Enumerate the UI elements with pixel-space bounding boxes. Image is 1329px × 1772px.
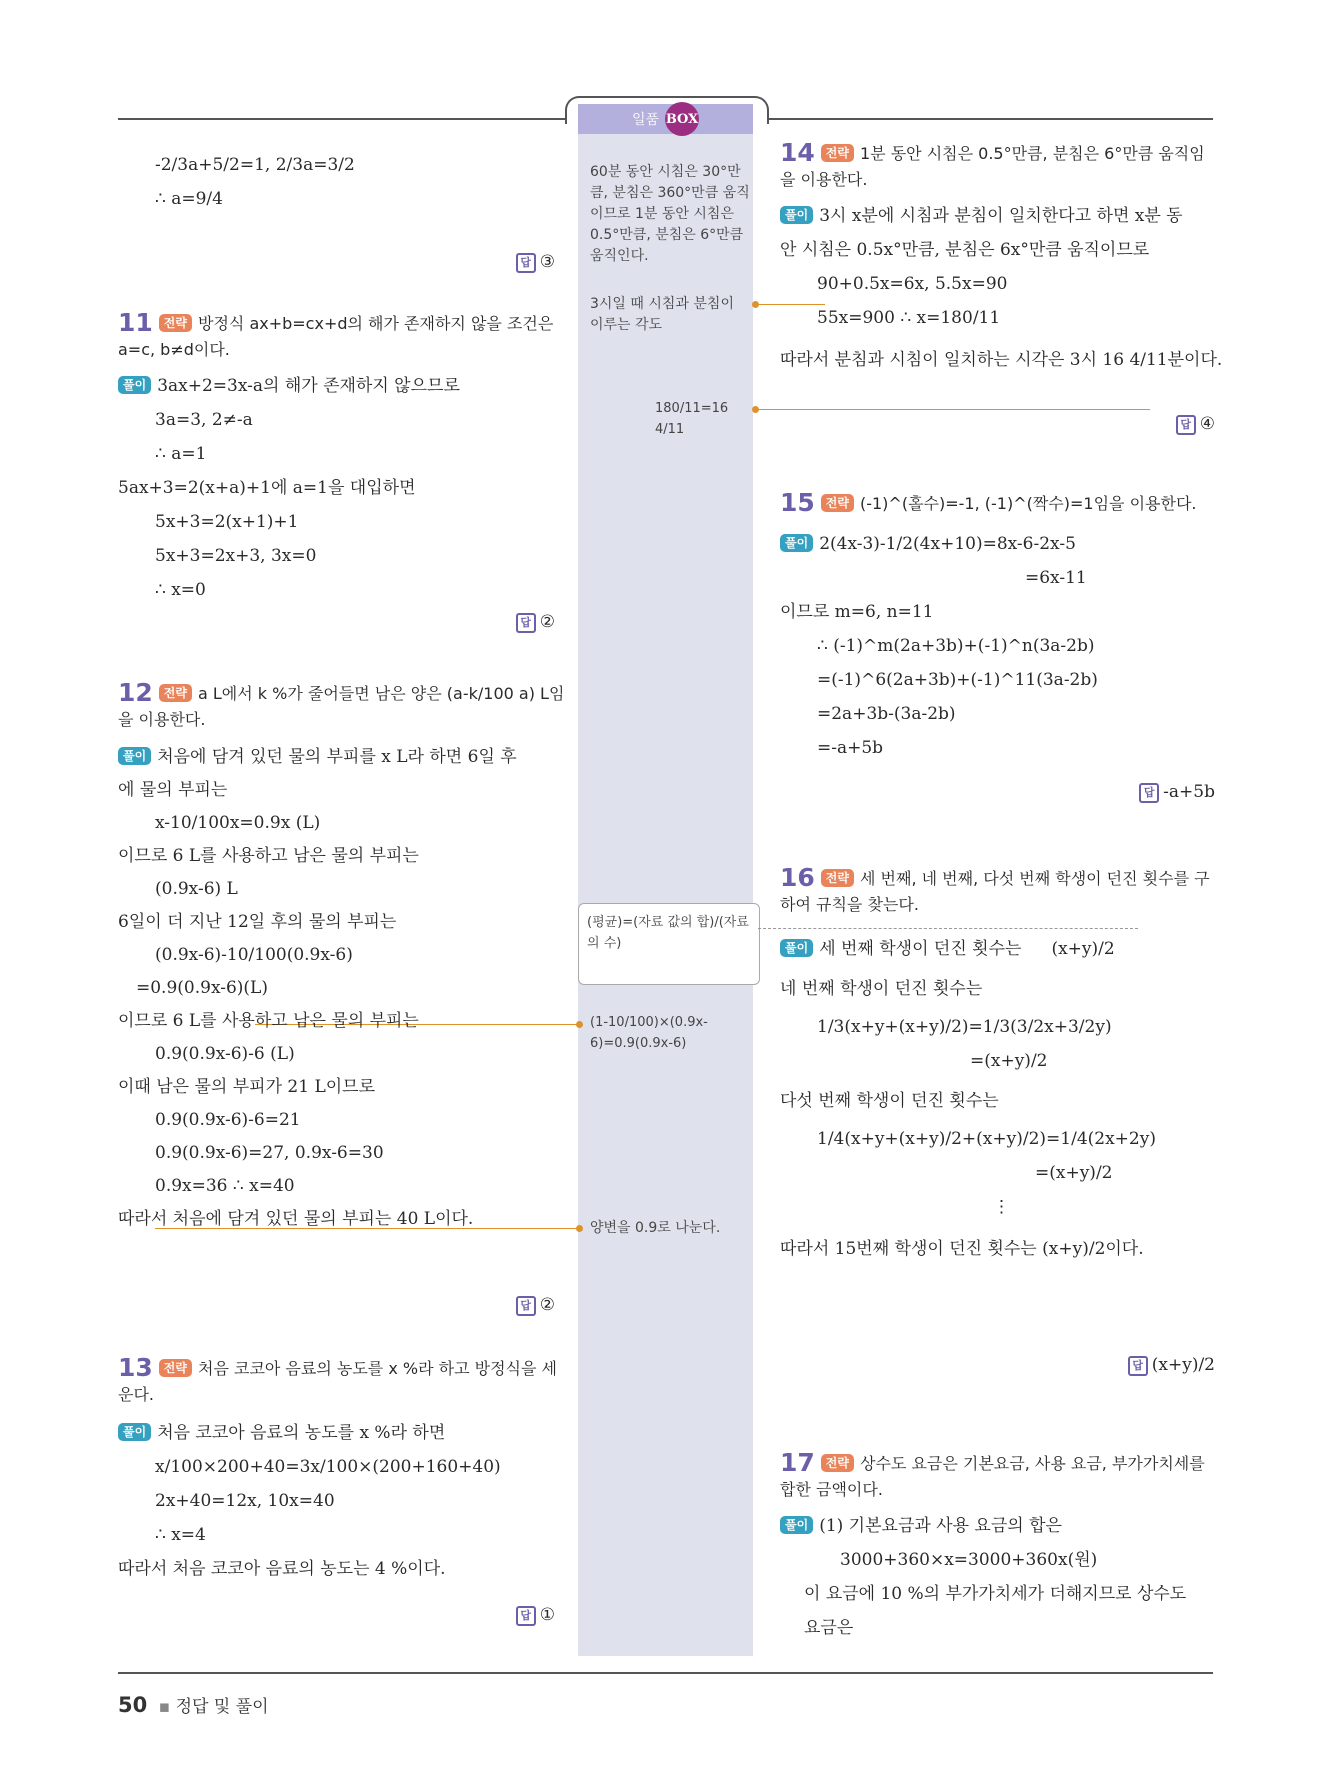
solution-line: 따라서 처음 코코아 음료의 농도는 4 %이다.: [118, 1559, 446, 1579]
strategy-tag: 전략: [159, 314, 192, 332]
strategy-text: (-1)^(홀수)=-1, (-1)^(짝수)=1임을 이용한다.: [859, 494, 1197, 513]
connector-dot: [752, 406, 759, 413]
question-number: 16: [780, 863, 815, 892]
solution-line: 이때 남은 물의 부피가 21 L이므로: [118, 1077, 376, 1097]
answer-value: ④: [1199, 414, 1215, 434]
question-11: [118, 310, 563, 607]
connector-dot: [752, 301, 759, 308]
footer-bullet: ▪: [158, 1697, 171, 1717]
solution-tag: 풀이: [118, 747, 151, 765]
solution-line: x/100×200+40=3x/100×(200+160+40): [155, 1457, 501, 1477]
question-number: 13: [118, 1353, 153, 1382]
connector-dot: [576, 1021, 583, 1028]
solution-line: =6x-11: [1025, 568, 1087, 588]
solution-line: 6일이 더 지난 12일 후의 물의 부피는: [118, 912, 397, 932]
solution-line: (0.9x-6)-10/100(0.9x-6): [155, 945, 353, 965]
sidebar-column: [578, 104, 753, 1656]
solution-tag: 풀이: [118, 1423, 151, 1441]
solution-line: 처음 코코아 음료의 농도를 x %라 하면: [157, 1423, 446, 1443]
strategy-text: 1분 동안 시침은 0.5°만큼, 분침은 6°만큼 움직임을 이용한다.: [780, 144, 1205, 189]
solution-line: 안 시침은 0.5x°만큼, 분침은 6x°만큼 움직이므로: [780, 240, 1150, 260]
strategy-text: 세 번째, 네 번째, 다섯 번째 학생이 던진 횟수를 구하여 규칙을 찾는다.: [780, 869, 1210, 914]
answer-icon: 답: [1176, 415, 1196, 435]
footer-title: 정답 및 풀이: [175, 1697, 269, 1717]
solution-line: 5x+3=2x+3, 3x=0: [155, 546, 317, 566]
sidebar-note-average: (평균)=(자료 값의 합)/(자료의 수): [587, 915, 749, 951]
solution-line: ∴ x=4: [155, 1525, 206, 1545]
solution-line: 3000+360×x=3000+360x(원): [840, 1550, 1098, 1570]
equation-line: ∴ a=9/4: [155, 189, 223, 209]
answer-value: ②: [539, 612, 555, 632]
strategy-tag: 전략: [159, 684, 192, 702]
answer-value: -a+5b: [1163, 782, 1215, 802]
question-number: 11: [118, 308, 153, 337]
solution-line: 55x=900 ∴ x=180/11: [817, 308, 1001, 328]
solution-line: 5x+3=2(x+1)+1: [155, 512, 299, 532]
solution-line: 3ax+2=3x-a의 해가 존재하지 않으므로: [157, 376, 460, 396]
solution-line: ∴ x=0: [155, 580, 206, 600]
answer-icon: 답: [516, 253, 536, 273]
strategy-tag: 전략: [821, 494, 854, 512]
solution-line: 2x+40=12x, 10x=40: [155, 1491, 335, 1511]
solution-line: 1/4(x+y+(x+y)/2+(x+y)/2)=1/4(2x+2y): [817, 1129, 1156, 1149]
sidebar-note-angle: 3시일 때 시침과 분침이 이루는 각도: [590, 296, 734, 333]
answer-value: ①: [539, 1605, 555, 1625]
sidebar-note-fraction: 180/11=16 4/11: [655, 401, 729, 437]
question-number: 14: [780, 138, 815, 167]
solution-line: ∴ a=1: [155, 444, 207, 464]
strategy-tag: 전략: [821, 144, 854, 162]
strategy-text: 방정식 ax+b=cx+d의 해가 존재하지 않을 조건은 a=c, b≠d이다.: [118, 314, 554, 359]
sidebar-header: [578, 104, 753, 134]
solution-tag: 풀이: [780, 939, 813, 957]
question-number: 12: [118, 678, 153, 707]
strategy-tag: 전략: [821, 1454, 854, 1472]
solution-line: =-a+5b: [817, 738, 884, 758]
answer-icon: 답: [1128, 1356, 1148, 1376]
box-badge: BOX: [665, 102, 699, 136]
answer-value: ②: [539, 1295, 555, 1315]
solution-line: 3a=3, 2≠-a: [155, 410, 253, 430]
solution-line: 요금은: [804, 1618, 854, 1638]
solution-tag: 풀이: [780, 534, 813, 552]
sidebar-note-divide: 양변을 0.9로 나눈다.: [590, 1220, 721, 1236]
solution-line: ⋮: [993, 1197, 1010, 1217]
solution-tag: 풀이: [780, 1516, 813, 1534]
question-number: 15: [780, 488, 815, 517]
solution-line: ∴ (-1)^m(2a+3b)+(-1)^n(3a-2b): [817, 636, 1095, 656]
solution-line: 세 번째 학생이 던진 횟수는: [819, 939, 1022, 959]
solution-line: 이 요금에 10 %의 부가가치세가 더해지므로 상수도: [804, 1584, 1187, 1604]
solution-line: 이므로 m=6, n=11: [780, 602, 934, 622]
solution-line: 이므로 6 L를 사용하고 남은 물의 부피는: [118, 846, 419, 866]
solution-line: =(-1)^6(2a+3b)+(-1)^11(3a-2b): [817, 670, 1098, 690]
strategy-tag: 전략: [821, 869, 854, 887]
question-number: 17: [780, 1448, 815, 1477]
solution-line: 0.9x=36 ∴ x=40: [155, 1176, 295, 1196]
answer-15: [1065, 782, 1215, 803]
solution-line: =(x+y)/2: [1035, 1163, 1113, 1183]
solution-line: 2(4x-3)-1/2(4x+10)=8x-6-2x-5: [819, 534, 1076, 554]
connector-fraction: [755, 409, 1150, 410]
answer-16: [1065, 1355, 1215, 1376]
question-17: [780, 1450, 1215, 1645]
question-12: [118, 680, 568, 1236]
strategy-text: 상수도 요금은 기본요금, 사용 요금, 부가가치세를 합한 금액이다.: [780, 1454, 1205, 1499]
strategy-text: 처음 코코아 음료의 농도를 x %라 하고 방정식을 세운다.: [118, 1359, 558, 1404]
strategy-text: a L에서 k %가 줄어들면 남은 양은 (a-k/100 a) L임을 이용한다.: [118, 684, 565, 729]
solution-line: 1/3(x+y+(x+y)/2)=1/3(3/2x+3/2y): [817, 1017, 1112, 1037]
solution-tag: 풀이: [118, 376, 151, 394]
equation-line: -2/3a+5/2=1, 2/3a=3/2: [155, 155, 355, 175]
bottom-rule: [118, 1672, 1213, 1674]
answer-icon: 답: [516, 1606, 536, 1626]
solution-line: (1) 기본요금과 사용 요금의 합은: [819, 1516, 1062, 1536]
answer-value: ③: [539, 252, 555, 272]
solution-line: 따라서 분침과 시침이 일치하는 시각은 3시 16 4/11분이다.: [780, 350, 1223, 370]
sidebar-note-factor: (1-10/100)×(0.9x-6)=0.9(0.9x-6): [590, 1015, 708, 1051]
solution-line: 따라서 15번째 학생이 던진 횟수는 (x+y)/2이다.: [780, 1239, 1144, 1259]
answer-13: [440, 1605, 555, 1626]
connector-dot: [576, 1225, 583, 1232]
solution-line: 0.9(0.9x-6)-6=21: [155, 1110, 301, 1130]
solution-line: 3시 x분에 시침과 분침이 일치한다고 하면 x분 동: [819, 206, 1183, 226]
answer-14: [1080, 414, 1215, 435]
question-15: [780, 490, 1215, 765]
solution-tag: 풀이: [780, 206, 813, 224]
solution-line: =0.9(0.9x-6)(L): [136, 978, 268, 998]
answer-icon: 답: [516, 613, 536, 633]
solution-line: 5ax+3=2(x+a)+1에 a=1을 대입하면: [118, 478, 416, 498]
question-14: [780, 138, 1223, 377]
solution-line: (0.9x-6) L: [155, 879, 238, 899]
page-number: 50: [118, 1693, 148, 1717]
solution-line: 0.9(0.9x-6)=27, 0.9x-6=30: [155, 1143, 384, 1163]
question-13: [118, 1355, 568, 1586]
left-top-block: [155, 148, 565, 216]
solution-line: =(x+y)/2: [970, 1051, 1048, 1071]
question-16: [780, 865, 1215, 1266]
solution-line: 다섯 번째 학생이 던진 횟수는: [780, 1091, 999, 1111]
solution-line: 90+0.5x=6x, 5.5x=90: [817, 274, 1008, 294]
solution-line: =2a+3b-(3a-2b): [817, 704, 956, 724]
answer-12: [440, 1295, 555, 1316]
solution-line: 네 번째 학생이 던진 횟수는: [780, 979, 983, 999]
average-note-box: [578, 903, 760, 985]
solution-line: 0.9(0.9x-6)-6 (L): [155, 1044, 295, 1064]
sidebar-note-clock: 60분 동안 시침은 30°만큼, 분침은 360°만큼 움직이므로 1분 동안 시침은 0.5°만큼, 분침은 6°만큼 움직인다.: [590, 164, 750, 264]
answer-top: [440, 252, 555, 273]
solution-line: x-10/100x=0.9x (L): [155, 813, 321, 833]
solution-line: 이므로 6 L를 사용하고 남은 물의 부피는: [118, 1011, 419, 1031]
sidebar-header-prefix: 일품: [631, 112, 660, 128]
solution-line: (x+y)/2: [1051, 939, 1115, 959]
answer-value: (x+y)/2: [1151, 1355, 1215, 1375]
solution-line: 따라서 처음에 담겨 있던 물의 부피는 40 L이다.: [118, 1209, 474, 1229]
solution-line: 처음에 담겨 있던 물의 부피를 x L라 하면 6일 후: [157, 747, 517, 767]
strategy-tag: 전략: [159, 1359, 192, 1377]
solution-line: 에 물의 부피는: [118, 780, 228, 800]
answer-icon: 답: [1139, 783, 1159, 803]
answer-icon: 답: [516, 1296, 536, 1316]
page-footer: [118, 1692, 269, 1717]
answer-11: [440, 612, 555, 633]
